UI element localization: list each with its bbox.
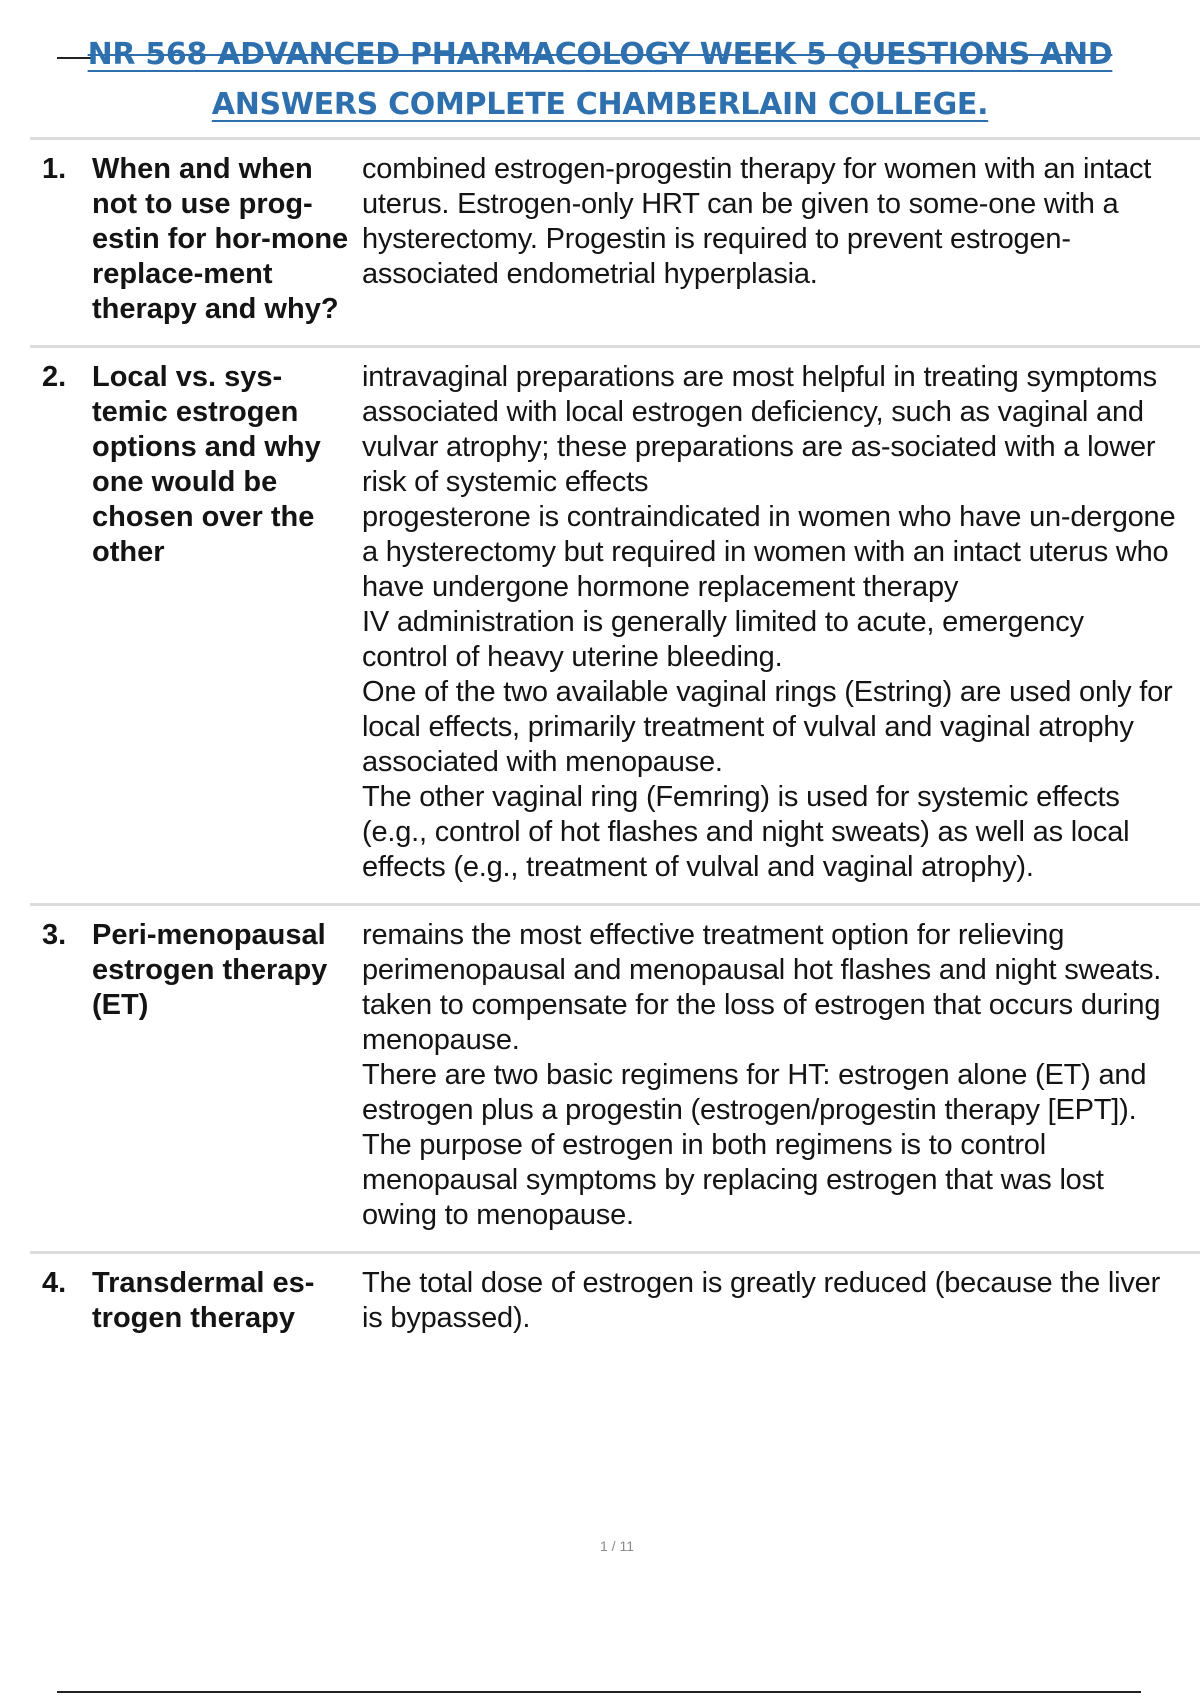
answer-paragraph: The other vaginal ring (Femring) is used for systemic effects (e.g., control of hot flashes and night sweats) as well as local effects (e.g., treatment of vulval and vaginal atrophy). — [362, 781, 1130, 883]
title-line-1: NR 568 ADVANCED PHARMACOLOGY WEEK 5 QUESTIONS AND — [87, 37, 1113, 72]
qa-item-3 — [30, 903, 1200, 1251]
answer-paragraph: The total dose of estrogen is greatly reduced (because the liver is bypassed). — [362, 1267, 1161, 1334]
answer-paragraph: The purpose of estrogen in both regimens is to control menopausal symptoms by replacing estrogen that was lost owing to menopause. — [362, 1129, 1104, 1231]
document-title — [30, 30, 1170, 130]
answer-paragraph: IV administration is generally limited to acute, emergency control of heavy uterine bleeding. — [362, 606, 1084, 673]
page-number: 1 / 11 — [600, 1538, 634, 1554]
qa-question: Local vs. sys-temic estrogen options and why one would be chosen over the other — [92, 361, 321, 568]
answer-paragraph: remains the most effective treatment option for relieving perimenopausal and menopausal hot flashes and night sweats. — [362, 919, 1162, 986]
qa-item-4 — [30, 1251, 1200, 1354]
answer-paragraph: progesterone is contraindicated in women who have un-dergone a hysterectomy but required in women with an intact uterus who have undergone hormone replacement therapy — [362, 501, 1176, 603]
qa-answer — [362, 152, 1177, 327]
qa-number: 4. — [42, 1267, 67, 1299]
qa-number: 2. — [42, 361, 67, 393]
qa-item-2 — [30, 345, 1200, 903]
qa-answer — [362, 918, 1177, 1233]
qa-answer — [362, 1266, 1177, 1336]
qa-list — [30, 137, 1200, 1354]
qa-answer — [362, 360, 1177, 885]
qa-question: Transdermal es-trogen therapy — [92, 1267, 315, 1334]
qa-number: 1. — [42, 153, 67, 185]
answer-paragraph: intravaginal preparations are most helpful in treating symptoms associated with local estrogen deficiency, such as vaginal and vulvar atrophy; these preparations are as-sociated with a lower risk of systemic effects — [362, 361, 1157, 498]
answer-paragraph: There are two basic regimens for HT: estrogen alone (ET) and estrogen plus a progestin (estrogen/progestin therapy [EPT]). — [362, 1059, 1147, 1126]
qa-number: 3. — [42, 919, 67, 951]
answer-paragraph: combined estrogen-progestin therapy for women with an intact uterus. Estrogen-only HRT can be given to some-one with a hysterectomy. Progestin is required to prevent estrogen-associated endometrial hyperplasia. — [362, 153, 1152, 290]
answer-paragraph: One of the two available vaginal rings (Estring) are used only for local effects, primarily treatment of vulval and vaginal atrophy associated with menopause. — [362, 676, 1173, 778]
qa-item-1 — [30, 137, 1200, 345]
answer-paragraph: taken to compensate for the loss of estrogen that occurs during menopause. — [362, 989, 1161, 1056]
bottom-divider — [57, 1691, 1141, 1693]
title-line-2: ANSWERS COMPLETE CHAMBERLAIN COLLEGE. — [211, 87, 989, 122]
qa-question: Peri-menopausal estrogen therapy (ET) — [92, 919, 328, 1021]
qa-question: When and when not to use prog-estin for hor-mone replace-ment therapy and why? — [92, 153, 349, 325]
